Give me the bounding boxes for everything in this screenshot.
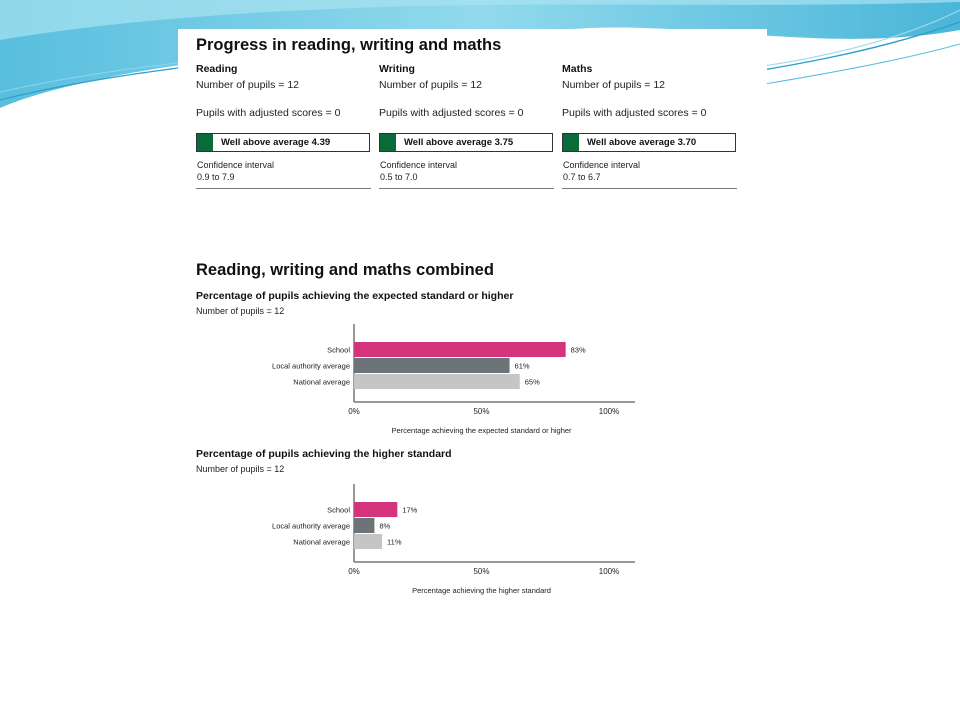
- confidence-interval-label: Confidence interval: [563, 160, 641, 170]
- combined-title: Reading, writing and maths combined: [196, 261, 494, 279]
- subject-maths: [562, 63, 737, 193]
- tick-label: 50%: [473, 567, 490, 576]
- subject-writing: [379, 63, 554, 193]
- bar-school: [354, 342, 566, 357]
- chart-expected-standard: [238, 324, 698, 444]
- pupil-count: Number of pupils = 12: [196, 79, 300, 91]
- adjusted-count: Pupils with adjusted scores = 0: [379, 107, 524, 119]
- subject-reading: [196, 63, 371, 193]
- report-panel: [178, 29, 767, 685]
- subject-name: Maths: [562, 63, 593, 75]
- x-axis-title: Percentage achieving the expected standard or higher: [391, 426, 572, 435]
- confidence-interval-label: Confidence interval: [197, 160, 275, 170]
- score-label: Well above average 3.70: [587, 137, 697, 148]
- category-label: National average: [293, 537, 350, 547]
- score-box: [196, 133, 370, 152]
- divider: [379, 188, 554, 189]
- confidence-interval-value: 0.5 to 7.0: [380, 172, 418, 182]
- adjusted-count: Pupils with adjusted scores = 0: [562, 107, 707, 119]
- divider: [562, 188, 737, 189]
- chart-2-title: Percentage of pupils achieving the higher standard: [196, 448, 452, 460]
- progress-title: Progress in reading, writing and maths: [196, 36, 502, 54]
- tick-label: 0%: [348, 567, 360, 576]
- subject-name: Reading: [196, 63, 238, 75]
- tick-label: 50%: [473, 407, 490, 416]
- score-swatch: [197, 134, 213, 151]
- category-label: Local authority average: [272, 361, 350, 371]
- value-label: 61%: [514, 361, 530, 371]
- value-label: 8%: [379, 521, 391, 531]
- chart-higher-standard: [238, 484, 698, 604]
- chart-1-title: Percentage of pupils achieving the expected standard or higher: [196, 290, 514, 302]
- bar-school: [354, 502, 397, 517]
- value-label: 65%: [524, 377, 540, 387]
- pupil-count: Number of pupils = 12: [379, 79, 483, 91]
- chart-1-subtitle: Number of pupils = 12: [196, 306, 285, 316]
- pupil-count: Number of pupils = 12: [562, 79, 666, 91]
- value-label: 83%: [570, 345, 586, 355]
- score-label: Well above average 3.75: [404, 137, 514, 148]
- confidence-interval-value: 0.9 to 7.9: [197, 172, 235, 182]
- adjusted-count: Pupils with adjusted scores = 0: [196, 107, 341, 119]
- score-swatch: [380, 134, 396, 151]
- score-label: Well above average 4.39: [221, 137, 331, 148]
- category-label: School: [327, 505, 350, 515]
- score-box: [379, 133, 553, 152]
- score-box: [562, 133, 736, 152]
- category-label: School: [327, 345, 350, 355]
- tick-label: 100%: [598, 407, 620, 416]
- score-swatch: [563, 134, 579, 151]
- bar-national-average: [354, 534, 382, 549]
- x-axis-title: Percentage achieving the higher standard: [412, 586, 551, 595]
- confidence-interval-label: Confidence interval: [380, 160, 458, 170]
- category-label: Local authority average: [272, 521, 350, 531]
- value-label: 11%: [387, 537, 402, 547]
- bar-local-authority-average: [354, 518, 374, 533]
- subject-name: Writing: [379, 63, 415, 75]
- chart-2-subtitle: Number of pupils = 12: [196, 464, 285, 474]
- category-label: National average: [293, 377, 350, 387]
- bar-national-average: [354, 374, 520, 389]
- bar-local-authority-average: [354, 358, 510, 373]
- divider: [196, 188, 371, 189]
- value-label: 17%: [402, 505, 418, 515]
- tick-label: 0%: [348, 407, 360, 416]
- tick-label: 100%: [598, 567, 620, 576]
- confidence-interval-value: 0.7 to 6.7: [563, 172, 601, 182]
